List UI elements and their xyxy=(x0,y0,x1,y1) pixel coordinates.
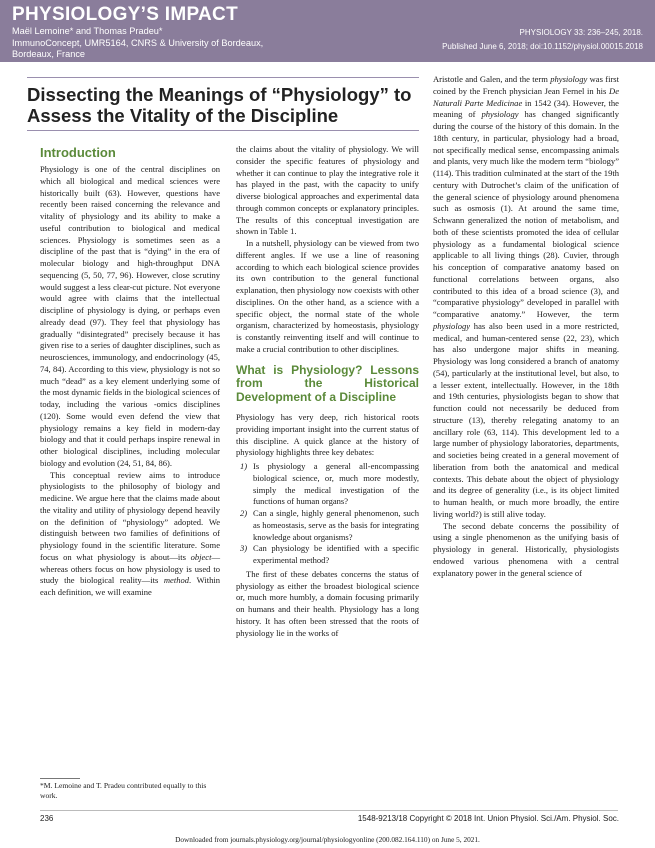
section-title: PHYSIOLOGY’S IMPACT xyxy=(12,4,238,25)
intro-paragraph-1: Physiology is one of the central disciplines on which all biological and medical sciences were historically built (63). However, questions have recently been raised concerning the relevance and vitality of physiology and its ability to make a useful contribution to biological and medical sciences. Physiology is sometimes seen as a discipline of the past that is “dying” in the era of molecular biology and high-throughput DNA sequencing (5, 50, 77, 96). However, close scrutiny would suggest a less clear-cut picture. Not everyone would agree with claims that the intellectual discipline of physiology is dying, or perhaps even already dead (97). They feel that physiology has gradually “disintegrated” precisely because it has given rise to a series of daughter disciplines, such as neurosciences, immunology, and endocrinology (45, 74, 84). According to this view, physiology is not so much “dead” as a key element underlying some of the most dynamic fields in the biological sciences of today, including the various -omics disciplines (120). Some would even defend the view that physiology remains a key field in modern-day biology and that it could perhaps inspire renewal in other biological disciplines, including molecular biology and evolution (24, 51, 84, 86). xyxy=(40,164,220,468)
text-run: has also been used in a more restricted, medical, and human-centered sense (22, 23), which has also undergone major shifts in meaning. Physiology was long considered a branch of anatomy (54), particularly at the institutional level, but also, to a lesser extent, intellectually. However, in the 18th and 19th centuries, physiologists began to show that function could not necessarily be deduced from structure (13), thereby relegating anatomy to an ancillary role (63, 114). This development led to a large number of physiology laboratories, departments, and societies being created in a general movement of liberation from both the anatomical and medical contexts. This debate about the object of physiology and its degree of generality (i.e., is its object limited to human health, or much more broadly, the entire living world?) is still alive today. xyxy=(433,320,619,519)
journal-header-band xyxy=(0,0,655,62)
column-1 xyxy=(40,164,220,599)
author-names: Maël Lemoine* and Thomas Pradeu* xyxy=(12,26,163,36)
publication-doi: Published June 6, 2018; doi:10.1152/physiol.00015.2018 xyxy=(442,42,643,51)
text-run: in 1542 (34). However, the meaning of xyxy=(433,97,619,120)
text-run: This conceptual review aims to introduce physiologists to the philosophy of biology and medicine. We argue here that the claims made about the vitality and utility of physiology depend heavily on the definition of “physiology” adopted. We distinguish between two families of definitions of physiology found in the scientific literature. Some focus on what physiology is about—its xyxy=(40,469,220,562)
footnote-rule xyxy=(40,778,80,779)
text-run: Aristotle and Galen, and the term xyxy=(433,74,551,84)
italic-object: object xyxy=(190,551,212,562)
list-number: 2) xyxy=(240,508,248,518)
list-number: 1) xyxy=(240,461,248,471)
introduction-heading: Introduction xyxy=(40,145,116,160)
text-run: was first coined by the French physician Jean Fernel in his xyxy=(433,74,619,96)
footer-rule xyxy=(40,810,618,811)
column-3 xyxy=(433,74,619,579)
footnote: *M. Lemoine and T. Pradeu contributed equally to this work. xyxy=(40,781,207,800)
page-number: 236 xyxy=(40,814,54,823)
body-paragraph: Physiology has very deep, rich historical roots providing important insight into the current status of this discipline. A quick glance at the history of physiology highlights three key debates: xyxy=(236,412,419,458)
debate-list xyxy=(236,461,419,567)
journal-reference: PHYSIOLOGY 33: 236–245, 2018. xyxy=(519,28,643,37)
history-section-heading: What is Physiology? Lessons from the Historical Development of a Discipline xyxy=(236,362,419,404)
italic-term: physiology xyxy=(433,320,471,331)
list-number: 3) xyxy=(240,543,248,554)
article-title-block xyxy=(27,77,419,131)
italic-term: physiology xyxy=(481,109,519,120)
italic-work-title: De Naturali Parte Medicinae xyxy=(433,85,619,108)
list-text: Can physiology be identified with a specific experimental method? xyxy=(253,543,419,565)
list-text: Can a single, highly general phenomenon, such as homeostasis, serve as the basis for integrating knowledge about organisms? xyxy=(253,508,419,542)
author-block xyxy=(12,26,263,61)
affiliation-line-2: Bordeaux, France xyxy=(12,49,86,59)
intro-paragraph-2 xyxy=(40,470,220,599)
article-title: Dissecting the Meanings of “Physiology” to Assess the Vitality of the Discipline xyxy=(27,84,412,126)
body-paragraph: The first of these debates concerns the status of physiology as either the broadest biological science or, much more humbly, a domain focusing primarily on humans and their health. Physiology has a long history. It has often been stressed that the roots of physiology lie in the works of xyxy=(236,568,419,638)
text-run: . Within each definition, we will examine xyxy=(40,575,220,597)
italic-method: method xyxy=(163,575,190,586)
italic-term: physiology xyxy=(550,74,588,84)
affiliation-line-1: ImmunoConcept, UMR5164, CNRS & University of Bordeaux, xyxy=(12,37,264,48)
download-notice: Downloaded from journals.physiology.org/journal/physiologyonline (200.082.164.110) on June 5, 2021. xyxy=(175,835,480,844)
body-paragraph xyxy=(433,74,619,521)
column-2 xyxy=(236,144,419,639)
copyright-line: 1548-9213/18 Copyright © 2018 Int. Union Physiol. Sci./Am. Physiol. Soc. xyxy=(357,814,619,823)
text-run: has changed significantly during the course of the history of this domain. In the 18th century, in particular, physiology had a broad, not specifically medical sense, encompassing animals and plants, very much like the modern term “biology” (114). This tradition culminated at the start of the 19th century with Dutrochet’s claim of the unification of the general science of physiology around phenomena such as osmosis (1). At around the same time, Schwann generalized the notion of metabolism, and both of these scientists promoted the idea of cellular physiology as a fundamental biological science applicable to all living things (28). Cuvier, through his conception of comparative anatomy based on functional correlations between organs, also contributed to this idea of a broad science (3), and “comparative physiology” developed in parallel with “comparative anatomy.” However, the term xyxy=(433,109,619,319)
list-text: Is physiology a general all-encompassing biological science, or, much more modestly, simply the medical investigation of the functions of human organs? xyxy=(253,461,419,507)
list-item xyxy=(236,461,419,508)
list-item xyxy=(236,508,419,543)
body-paragraph: In a nutshell, physiology can be viewed from two different angles. If we use a line of reasoning according to which each biological science provides its own contribution to the general functional explanation, then physiology now coexists with other disciplines. On the other hand, as a science with a specific object, the normal state of the whole organism, characterized by homeostasis, physiology is constantly reinventing itself and will continue to make a crucial contribution to other disciplines. xyxy=(236,238,419,354)
body-paragraph: the claims about the vitality of physiology. We will consider the specific features of physiology and whether it can continue to play the integrative role it has played in the past, with the capacity to unify diverse biological approaches and experimental data through common concepts or explanatory principles. The results of this conceptual investigation are shown in Table 1. xyxy=(236,144,419,237)
text-run: —whereas others focus on how physiology is used to study the biological reality—its xyxy=(40,551,220,586)
list-item xyxy=(236,543,419,567)
body-paragraph: The second debate concerns the possibility of using a single phenomenon as the unifying basis of physiology in general. Historically, physiologists endowed various phenomena with a central explanatory power in the general science of xyxy=(433,520,619,578)
